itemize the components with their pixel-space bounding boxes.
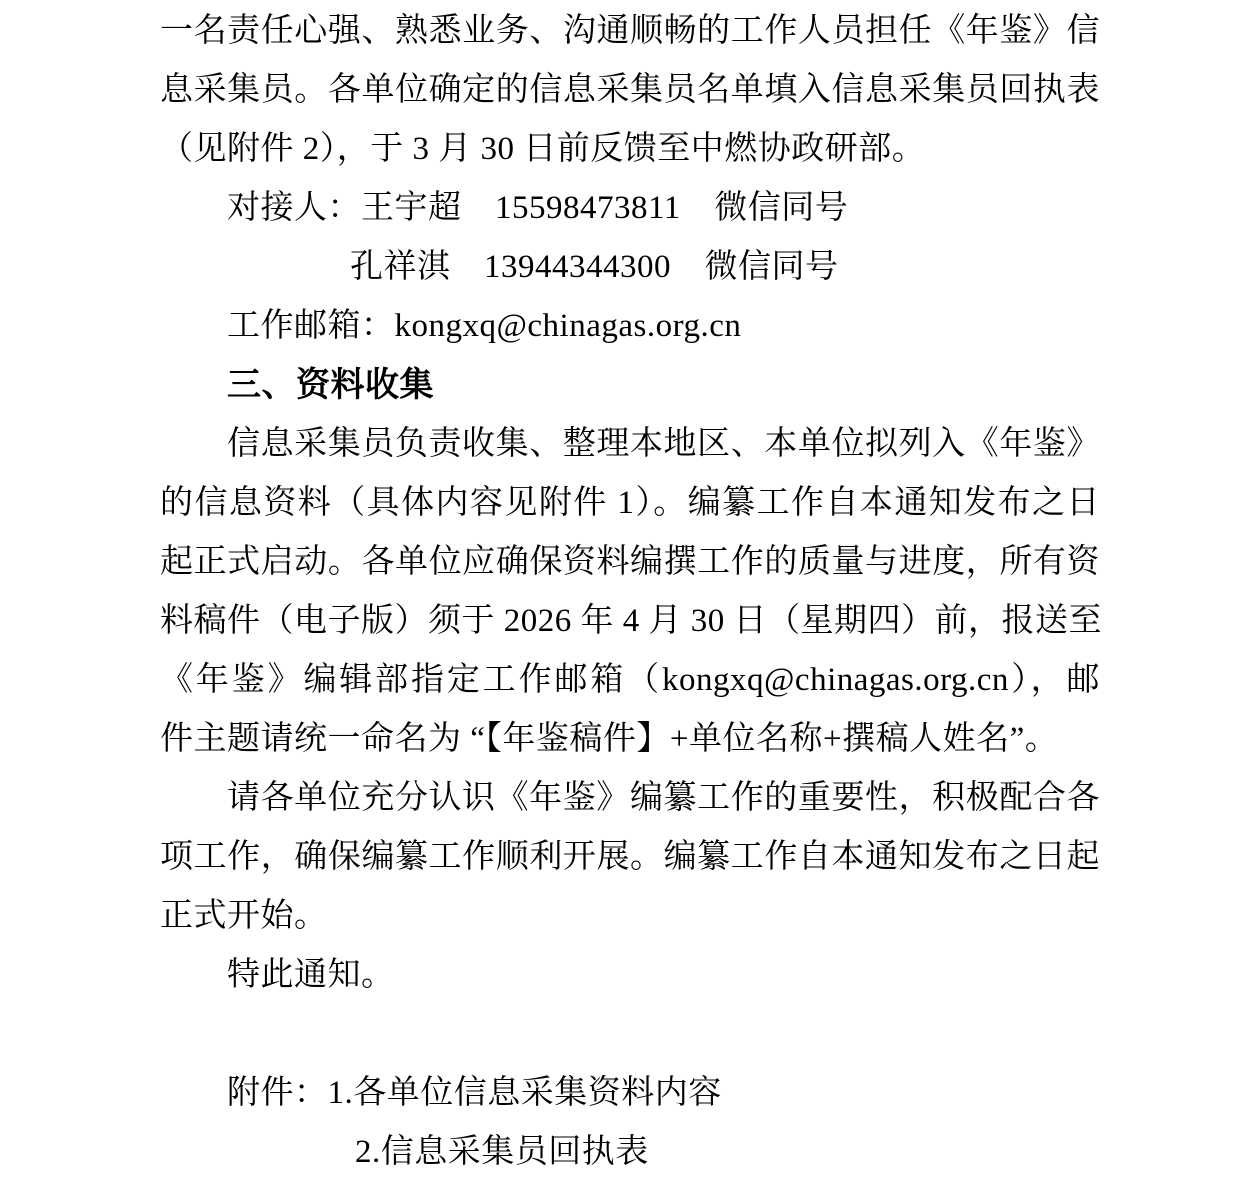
- body-text-line-7: 料稿件（电子版）须于 2026 年 4 月 30 日（星期四）前，报送至: [160, 603, 1102, 639]
- attachment-list-line-2: 2.信息采集员回执表: [355, 1134, 649, 1170]
- body-text-line-4: 信息采集员负责收集、整理本地区、本单位拟列入《年鉴》: [227, 426, 1100, 462]
- body-text-line-10: 请各单位充分认识《年鉴》编纂工作的重要性，积极配合各: [227, 780, 1100, 816]
- body-text-line-9: 件主题请统一命名为 “【年鉴稿件】+单位名称+撰稿人姓名”。: [160, 721, 1059, 757]
- document-body: [160, 2, 1100, 1182]
- body-text-line-3: （见附件 2），于 3 月 30 日前反馈至中燃协政研部。: [160, 131, 926, 167]
- body-text-line-8: 《年鉴》编辑部指定工作邮箱（kongxq@chinagas.org.cn），邮: [160, 662, 1100, 698]
- body-text-line-6: 起正式启动。各单位应确保资料编撰工作的质量与进度，所有资: [160, 544, 1100, 580]
- body-text-line-11: 项工作，确保编纂工作顺利开展。编纂工作自本通知发布之日起: [160, 839, 1100, 875]
- body-text-line-12: 正式开始。: [160, 898, 328, 934]
- body-text-line-2: 息采集员。各单位确定的信息采集员名单填入信息采集员回执表: [160, 72, 1100, 108]
- attachment-list-line-1: 附件：1.各单位信息采集资料内容: [227, 1075, 722, 1111]
- notice-closing-line: 特此通知。: [227, 957, 395, 993]
- blank-line: [160, 1005, 1100, 1064]
- contact-person-line-1: 对接人：王宇超 15598473811 微信同号: [227, 190, 849, 226]
- section-heading: 三、资料收集: [227, 366, 434, 404]
- body-text-line-1: 一名责任心强、熟悉业务、沟通顺畅的工作人员担任《年鉴》信: [160, 13, 1100, 49]
- body-text-line-5: 的信息资料（具体内容见附件 1）。编纂工作自本通知发布之日: [160, 485, 1100, 521]
- work-email-line: 工作邮箱：kongxq@chinagas.org.cn: [227, 308, 742, 344]
- contact-person-line-2: 孔祥淇 13944344300 微信同号: [350, 249, 839, 285]
